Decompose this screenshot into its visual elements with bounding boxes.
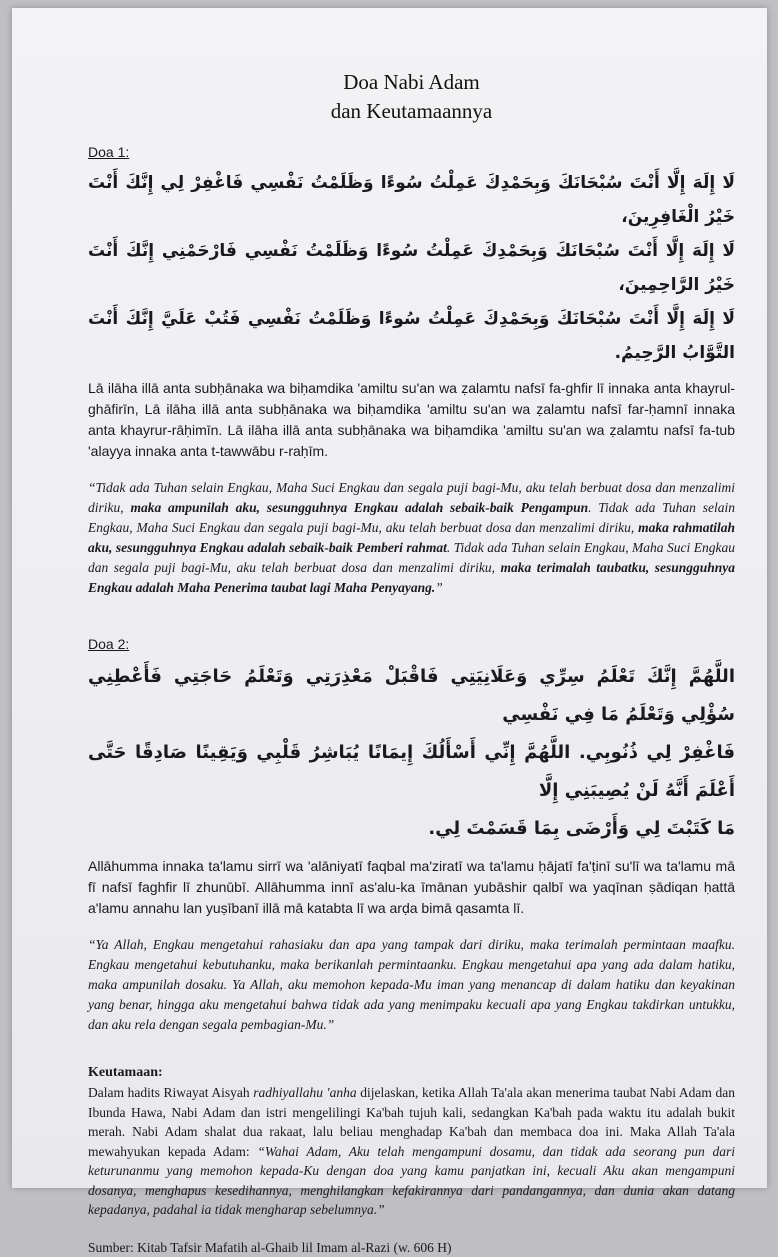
doa-2-arabic [88,658,735,848]
doa-2-section [88,636,735,1035]
keutamaan-italic-1: radhiyallahu 'anha [253,1085,357,1100]
doa-2-arabic-line-3: مَا كَتَبْتَ لِي وَأَرْضَى بِمَا قَسَمْتَ لِي. [428,818,735,839]
doa-2-transliteration: Allāhumma innaka ta'lamu sirrī wa 'alāniyatī faqbal ma'ziratī wa ta'lamu ḥājatī fa'ṭinī su'lī wa ta'lamu mā fī nafsī faghfir lī zhunūbī. Allāhumma innī as'alu-ka īmānan yubāshir qalbī wa yaqīnan ṣādiqan ḥattā a'lamu annahu lan yuṣībanī illā mā katabta lī wa arḍa bimā qasamta lī. [88,858,735,916]
doa-2-arabic-line-2: فَاغْفِرْ لِي ذُنُوبِي. اللَّهُمَّ إِنِّي أَسْأَلُكَ إِيمَانًا يُبَاشِرُ قَلْبِي وَيَقِينًا صَادِقًا حَتَّى أَعْلَمَ أَنَّهُ لَنْ يُصِيبَنِي إِلَّا [88,742,735,801]
keutamaan-text-1: Dalam hadits Riwayat Aisyah [88,1085,254,1100]
doa-1-arabic-line-2: لَا إِلَهَ إِلَّا أَنْتَ سُبْحَانَكَ وَبِحَمْدِكَ عَمِلْتُ سُوءًا وَظَلَمْتُ نَفْسِي فَارْحَمْنِي إِنَّكَ أَنْتَ خَيْرُ الرَّاحِمِينَ، [88,241,735,295]
doa-1-translation-bold-2: maka rahmatilah aku, sesungguhnya Engkau adalah sebaik-baik Pemberi rahmat [88,520,736,555]
doa-1-translation-bold-1: maka ampunilah aku, sesungguhnya Engkau adalah sebaik-baik Pengampun [130,500,589,515]
keutamaan-text-2: dijelaskan, ketika Allah Ta'ala akan menerima taubat Nabi Adam dan Ibunda Hawa, Nabi Adam dan istri mengelilingi Ka'bah tujuh kali, sedangkan Ka'bah pada waktu itu adalah bukit merah. Nabi Adam shalat dua rakaat, lalu beliau menghadap Ka'bah dan membaca doa ini. Maka Allah Ta'ala mewahyukan kepada Adam: [88,1085,735,1159]
keutamaan-section [88,1065,735,1220]
doa-2-label: Doa 2: [88,636,130,652]
page-title [88,68,735,126]
title-line-2: dan Keutamaannya [330,99,493,123]
doa-1-section [88,144,735,598]
doa-1-translation-part-2: . Tidak ada Tuhan selain Engkau, Maha Suci Engkau dan segala puji bagi-Mu, aku telah berbuat dosa dan menzalimi diriku, [88,500,735,535]
keutamaan-body [88,1083,735,1220]
doa-1-arabic [88,166,735,370]
keutamaan-italic-2: “Wahai Adam, Aku telah mengampuni dosamu, dan tidak ada seorang pun dari keturunanmu yang memohon kepada-Ku dengan doa yang kamu panjatkan ini, kecuali Aku akan mengampuni dosanya, menghapus kesedihannya, menghilangkan kefakirannya dari pandangannya, dan dunia akan datang kepadanya, padahal ia tidak mengharap sebelumnya.” [88,1143,735,1217]
doa-1-translation-bold-3: maka terimalah taubatku, sesungguhnya Engkau adalah Maha Penerima taubat lagi Maha Penyayang. [88,560,736,595]
doa-1-arabic-line-1: لَا إِلَهَ إِلَّا أَنْتَ سُبْحَانَكَ وَبِحَمْدِكَ عَمِلْتُ سُوءًا وَظَلَمْتُ نَفْسِي فَاغْفِرْ لِي إِنَّكَ أَنْتَ خَيْرُ الْغَافِرِينَ، [88,173,735,227]
keutamaan-heading: Keutamaan: [88,1065,163,1080]
doa-1-translation-part-3: . Tidak ada Tuhan selain Engkau, Maha Suci Engkau dan segala puji bagi-Mu, aku telah berbuat dosa dan menzalimi diriku, [88,540,736,575]
doa-2-translation: “Ya Allah, Engkau mengetahui rahasiaku dan apa yang tampak dari diriku, maka terimalah permintaan maafku. Engkau mengetahui kebutuhanku, maka berikanlah permintaanku. Engkau mengetahui apa yang ada dalam hatiku, maka ampunilah dosaku. Ya Allah, aku memohon kepada-Mu iman yang menancap di dalam hatiku dan keyakinan yang benar, hingga aku mengetahui bahwa tidak ada yang menimpaku kecuali apa yang Engkau takdirkan untukku, dan aku rela dengan segala pembagian-Mu.” [88,937,735,1032]
doa-1-translation-part-4: ” [435,580,443,595]
doa-1-arabic-line-3: لَا إِلَهَ إِلَّا أَنْتَ سُبْحَانَكَ وَبِحَمْدِكَ عَمِلْتُ سُوءًا وَظَلَمْتُ نَفْسِي فَتُبْ عَلَيَّ إِنَّكَ أَنْتَ التَّوَّابُ الرَّحِيمُ. [88,309,735,363]
doa-2-arabic-line-1: اللَّهُمَّ إِنَّكَ تَعْلَمُ سِرِّي وَعَلَانِيَتِي فَاقْبَلْ مَعْذِرَتِي وَتَعْلَمُ حَاجَتِي فَأَعْطِنِي سُؤْلِي وَتَعْلَمُ مَا فِي نَفْسِي [88,666,735,725]
title-line-1: Doa Nabi Adam [343,70,480,94]
document-page [12,8,767,1255]
source-citation: Sumber: Kitab Tafsir Mafatih al-Ghaib lil Imam al-Razi (w. 606 H) [88,1239,452,1255]
doa-1-label: Doa 1: [88,144,130,160]
doa-1-transliteration: Lā ilāha illā anta subḥānaka wa biḥamdika 'amiltu su'an wa ẓalamtu nafsī fa-ghfir lī innaka anta khayrul-ghāfirīn, Lā ilāha illā anta subḥānaka wa biḥamdika 'amiltu su'an wa ẓalamtu nafsī far-ḥamnī innaka anta khayrur-rāḥimīn. Lā ilāha illā anta subḥānaka wa biḥamdika 'amiltu su'an wa ẓalamtu nafsī fa-tub 'alayya innaka anta t-tawwābu r-raḥīm. [88,380,735,459]
page-content [88,68,735,1257]
doa-1-translation-part-1: “Tidak ada Tuhan selain Engkau, Maha Suci Engkau dan segala puji bagi-Mu, aku telah berbuat dosa dan menzalimi diriku, [88,480,735,515]
doa-1-translation [88,478,735,598]
